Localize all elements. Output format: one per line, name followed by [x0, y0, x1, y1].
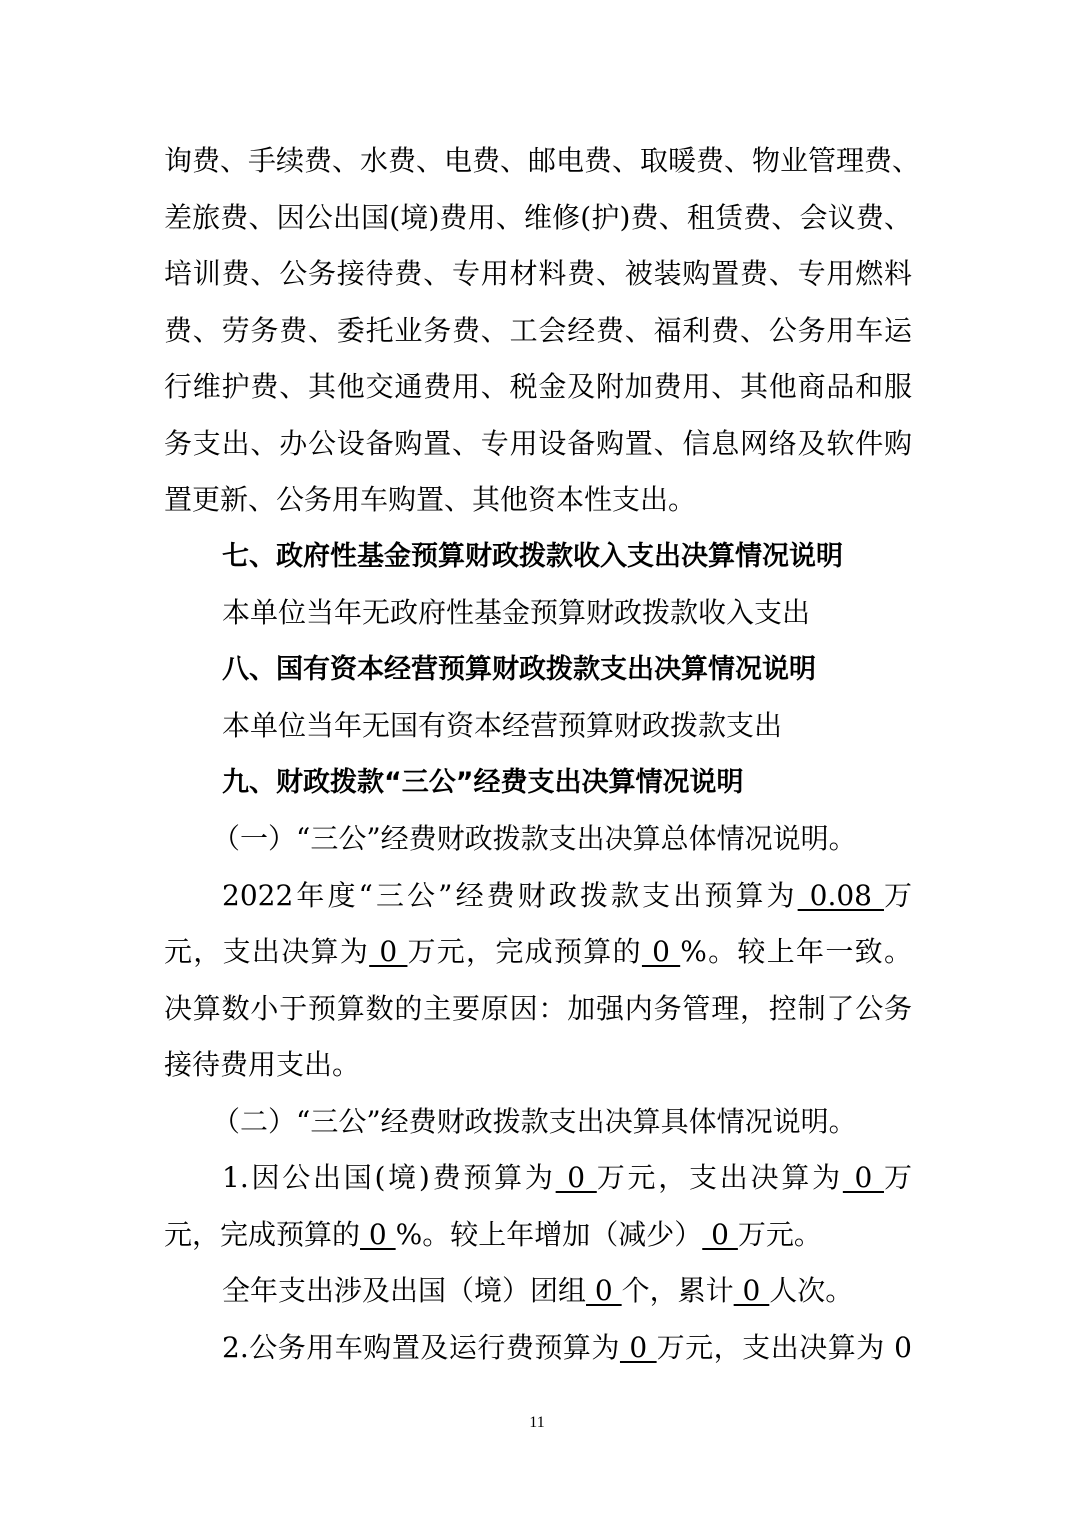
persons-count-value: 0 — [733, 1274, 770, 1307]
summary-text: 万 — [883, 878, 912, 912]
paragraph-line: 行维护费、其他交通费用、税金及附加费用、其他商品和服 — [164, 370, 912, 403]
budget-value: 0.08 — [797, 878, 884, 912]
summary-line-1 — [222, 868, 912, 925]
summary-text: 万元，完成预算的 — [407, 935, 642, 968]
paragraph-line: 置更新、公务用车购置、其他资本性支出。 — [164, 483, 697, 516]
groups-count-value: 0 — [586, 1274, 622, 1307]
detail-line-4 — [222, 1320, 912, 1377]
detail-text: 人次。 — [769, 1274, 854, 1307]
subsection-1-title: （一）“三公”经费财政拨款支出决算总体情况说明。 — [212, 822, 857, 855]
summary-line-4: 接待费用支出。 — [164, 1048, 361, 1081]
completion-rate-value: 0 — [641, 935, 681, 968]
abroad-expenditure-value: 0 — [842, 1161, 884, 1194]
detail-text: 万元，支出决算为 0 — [656, 1330, 912, 1364]
page-number: 11 — [529, 1414, 545, 1431]
section-7-heading: 七、政府性基金预算财政拨款收入支出决算情况说明 — [222, 540, 843, 572]
detail-text: 万 — [883, 1161, 912, 1194]
summary-text: 元，支出决算为 — [164, 935, 370, 968]
detail-text: 全年支出涉及出国（境）团组 — [222, 1274, 587, 1307]
abroad-change-value: 0 — [702, 1217, 738, 1251]
summary-text: 2022年度“三公”经费财政拨款支出预算为 — [222, 878, 798, 912]
section-8-text: 本单位当年无国有资本经营预算财政拨款支出 — [222, 709, 783, 742]
detail-text: 1.因公出国(境)费预算为 — [222, 1161, 556, 1194]
paragraph-line: 询费、手续费、水费、电费、邮电费、取暖费、物业管理费、 — [164, 144, 921, 177]
detail-line-1 — [222, 1150, 912, 1207]
paragraph-line: 费、劳务费、委托业务费、工会经费、福利费、公务用车运 — [164, 313, 912, 347]
detail-line-3 — [222, 1263, 912, 1320]
detail-text: 个，累计 — [621, 1274, 734, 1307]
detail-text: 万元，支出决算为 — [596, 1161, 843, 1194]
section-9-heading: 九、财政拨款“三公”经费支出决算情况说明 — [222, 766, 744, 798]
summary-line-2 — [164, 924, 912, 981]
summary-text: %。较上年一致。 — [680, 935, 912, 968]
detail-text: 元，完成预算的 — [164, 1217, 361, 1251]
vehicle-budget-value: 0 — [619, 1330, 657, 1364]
summary-line-3: 决算数小于预算数的主要原因：加强内务管理，控制了公务 — [164, 991, 912, 1025]
expenditure-value: 0 — [369, 935, 408, 968]
paragraph-line: 培训费、公务接待费、专用材料费、被装购置费、专用燃料 — [164, 257, 912, 290]
detail-text: 万元。 — [737, 1217, 822, 1251]
paragraph-line: 务支出、办公设备购置、专用设备购置、信息网络及软件购 — [164, 426, 912, 460]
detail-text: %。较上年增加（减少） — [395, 1217, 703, 1251]
abroad-completion-value: 0 — [360, 1217, 396, 1251]
paragraph-line: 差旅费、因公出国(境)费用、维修(护)费、租赁费、会议费、 — [164, 200, 912, 234]
detail-text: 2.公务用车购置及运行费预算为 — [222, 1330, 620, 1364]
abroad-budget-value: 0 — [555, 1161, 597, 1194]
detail-line-2 — [164, 1207, 912, 1264]
subsection-2-title: （二）“三公”经费财政拨款支出决算具体情况说明。 — [212, 1104, 857, 1138]
document-body — [0, 133, 1074, 1376]
section-7-text: 本单位当年无政府性基金预算财政拨款收入支出 — [222, 596, 811, 629]
section-8-heading: 八、国有资本经营预算财政拨款支出决算情况说明 — [222, 653, 816, 685]
